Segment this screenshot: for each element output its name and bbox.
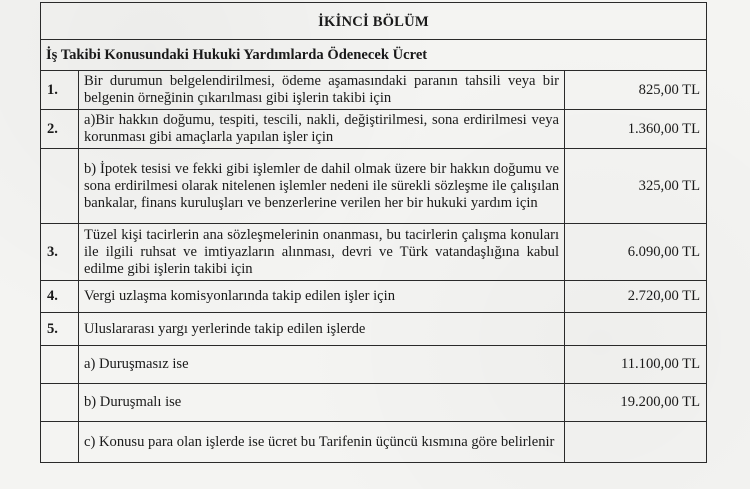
- row-amount: [565, 313, 707, 346]
- row-description: b) Duruşmalı ise: [79, 384, 565, 422]
- row-number: [41, 384, 79, 422]
- row-description: a)Bir hakkın doğumu, tespiti, tescili, nakli, değiştirilmesi, sona erdirilmesi veya korunması gibi amaçlarla yapılan işler için: [79, 110, 565, 149]
- table-row: [41, 313, 707, 346]
- table-row: [41, 384, 707, 422]
- section-header-row: [41, 3, 707, 40]
- row-description: Uluslararası yargı yerlerinde takip edilen işlerde: [79, 313, 565, 346]
- row-number: 5.: [41, 313, 79, 346]
- row-description: a) Duruşmasız ise: [79, 346, 565, 384]
- row-description: c) Konusu para olan işlerde ise ücret bu Tarifenin üçüncü kısmına göre belirlenir: [79, 422, 565, 463]
- row-amount: 2.720,00 TL: [565, 281, 707, 313]
- row-amount: 11.100,00 TL: [565, 346, 707, 384]
- row-amount: 825,00 TL: [565, 71, 707, 110]
- row-amount: 19.200,00 TL: [565, 384, 707, 422]
- row-amount: 325,00 TL: [565, 149, 707, 224]
- table-row: [41, 224, 707, 281]
- row-number: [41, 346, 79, 384]
- row-number: [41, 149, 79, 224]
- row-description: b) İpotek tesisi ve fekki gibi işlemler de dahil olmak üzere bir hakkın doğumu ve sona erdirilmesi olarak nitelenen işlemler nedeni ile sürekli sözleşme ile çalışılan bankalar, finans kuruluşları ve benzerlerine verilen her bir hukuki yardım için: [79, 149, 565, 224]
- section-title: İKİNCİ BÖLÜM: [41, 3, 707, 40]
- row-number: [41, 422, 79, 463]
- subsection-header-row: [41, 40, 707, 71]
- row-number: 2.: [41, 110, 79, 149]
- table-row: [41, 346, 707, 384]
- row-description: Tüzel kişi tacirlerin ana sözleşmelerinin onanması, bu tacirlerin çalışma konuları ile ilgili ruhsat ve imtiyazların alınması, devri ve Türk vatandaşlığına kabul edilme gibi işlerin takibi için: [79, 224, 565, 281]
- row-amount: 6.090,00 TL: [565, 224, 707, 281]
- table-row: [41, 149, 707, 224]
- row-amount: 1.360,00 TL: [565, 110, 707, 149]
- table-row: [41, 422, 707, 463]
- table-row: [41, 71, 707, 110]
- row-description: Bir durumun belgelendirilmesi, ödeme aşamasındaki paranın tahsili veya bir belgenin örneğinin çıkarılması gibi işlerin takibi için: [79, 71, 565, 110]
- fee-table: [40, 2, 707, 463]
- row-number: 4.: [41, 281, 79, 313]
- row-amount: [565, 422, 707, 463]
- table-row: [41, 110, 707, 149]
- subsection-title: İş Takibi Konusundaki Hukuki Yardımlarda Ödenecek Ücret: [41, 40, 707, 71]
- row-number: 1.: [41, 71, 79, 110]
- row-number: 3.: [41, 224, 79, 281]
- table-row: [41, 281, 707, 313]
- row-description: Vergi uzlaşma komisyonlarında takip edilen işler için: [79, 281, 565, 313]
